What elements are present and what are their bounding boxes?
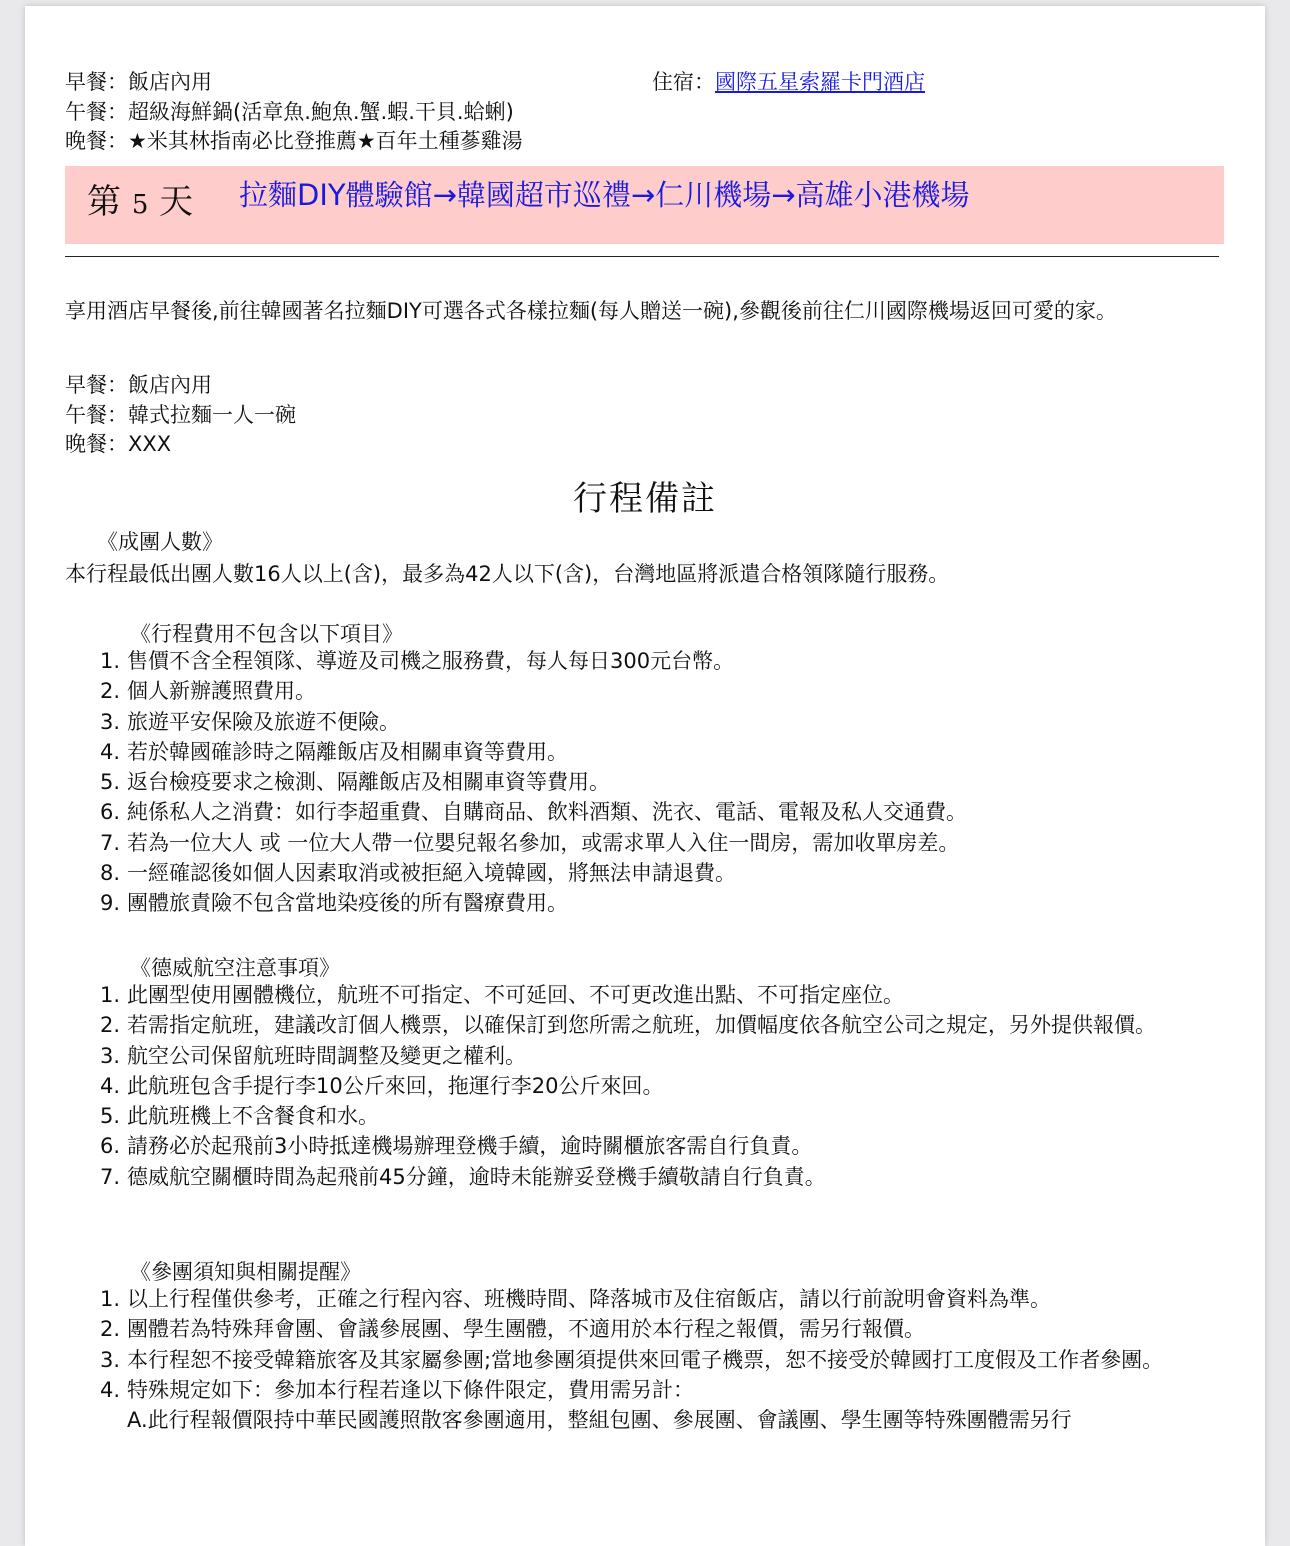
lodging-label: 住宿： bbox=[652, 70, 715, 94]
list-item bbox=[100, 1041, 1225, 1071]
item-number: 2. bbox=[100, 1013, 121, 1038]
list-item bbox=[100, 1314, 1225, 1344]
item-text: 個人新辦護照費用。 bbox=[127, 679, 316, 704]
item-text: 旅遊平安保險及旅遊不便險。 bbox=[127, 709, 400, 734]
day-lunch-line: 午餐：韓式拉麵一人一碗 bbox=[65, 402, 296, 427]
list-item bbox=[100, 646, 1225, 676]
day-breakfast-line: 早餐：飯店內用 bbox=[65, 373, 212, 397]
item-number: 4. bbox=[100, 1377, 121, 1402]
day-label-suffix: 天 bbox=[159, 182, 194, 222]
list-item bbox=[100, 767, 1225, 797]
day-description: 享用酒店早餐後,前往韓國著名拉麵DIY可選各式各樣拉麵(每人贈送一碗),參觀後前往仁川國際機場返回可愛的家。 bbox=[65, 299, 1117, 323]
notes-title: 行程備註 bbox=[573, 479, 717, 519]
group-size-text: 本行程最低出團人數16人以上(含)，最多為42人以下(含)，台灣地區將派遣合格領隊隨行服務。 bbox=[65, 562, 950, 586]
item-text: 一經確認後如個人因素取消或被拒絕入境韓國，將無法申請退費。 bbox=[127, 861, 736, 886]
exclusions-heading: 《行程費用不包含以下項目》 bbox=[130, 622, 403, 646]
lodging-line bbox=[652, 68, 925, 98]
breakfast-line: 早餐：飯店內用 bbox=[65, 70, 212, 94]
item-number: 9. bbox=[100, 891, 121, 916]
day-label-prefix: 第 bbox=[87, 182, 121, 222]
item-number: 1. bbox=[100, 649, 121, 673]
item-text: 若於韓國確診時之隔離飯店及相關車資等費用。 bbox=[127, 739, 568, 764]
item-number: 8. bbox=[100, 861, 121, 886]
item-number: 2. bbox=[100, 1317, 121, 1342]
item-text: 若為一位大人 或 一位大人帶一位嬰兒報名參加，或需求單人入住一間房，需加收單房差。 bbox=[127, 830, 960, 855]
item-text: 純係私人之消費：如行李超重費、自購商品、飲料酒類、洗衣、電話、電報及私人交通費。 bbox=[127, 800, 967, 825]
item-text: 售價不含全程領隊、導遊及司機之服務費，每人每日300元台幣。 bbox=[127, 649, 735, 673]
item-text: 若需指定航班，建議改訂個人機票，以確保訂到您所需之航班，加價幅度依各航空公司之規定，另外提供報價。 bbox=[127, 1013, 1156, 1038]
item-number: 4. bbox=[100, 739, 121, 764]
divider bbox=[65, 256, 1219, 257]
reminders-list bbox=[100, 1284, 1225, 1435]
lunch-line: 午餐：超級海鮮鍋(活章魚.鮑魚.蟹.蝦.干貝.蛤蜊) bbox=[65, 99, 514, 124]
group-size-heading: 《成團人數》 bbox=[97, 530, 223, 554]
airline-heading: 《德威航空注意事項》 bbox=[130, 956, 340, 980]
item-number: 2. bbox=[100, 679, 121, 704]
item-number: 6. bbox=[100, 1134, 121, 1159]
list-item bbox=[100, 858, 1225, 888]
item-text: 本行程恕不接受韓籍旅客及其家屬參團;當地參團須提供來回電子機票，恕不接受於韓國打工度假及工作者參團。 bbox=[127, 1347, 1164, 1372]
list-item bbox=[100, 1010, 1225, 1040]
airline-list bbox=[100, 980, 1225, 1192]
list-item bbox=[100, 888, 1225, 918]
item-number: 6. bbox=[100, 800, 121, 825]
item-number: 1. bbox=[100, 983, 121, 1007]
item-number: 3. bbox=[100, 1347, 121, 1372]
item-number: 7. bbox=[100, 1164, 121, 1189]
day-route: 拉麵DIY體驗館→韓國超市巡禮→仁川機場→高雄小港機場 bbox=[239, 178, 970, 212]
item-text: 團體旅責險不包含當地染疫後的所有醫療費用。 bbox=[127, 891, 568, 916]
dinner-line: 晚餐：★米其林指南必比登推薦★百年土種蔘雞湯 bbox=[65, 129, 523, 153]
day-meals bbox=[65, 371, 296, 460]
list-item bbox=[100, 1345, 1225, 1375]
item-text: 特殊規定如下：參加本行程若逢以下條件限定，費用需另計： bbox=[127, 1377, 694, 1402]
item-text: 團體若為特殊拜會團、會議參展團、學生團體，不適用於本行程之報價，需另行報價。 bbox=[127, 1317, 925, 1342]
item-number: 4. bbox=[100, 1073, 121, 1098]
item-number: 5. bbox=[100, 1104, 121, 1129]
list-item bbox=[100, 828, 1225, 858]
item-text: 返台檢疫要求之檢測、隔離飯店及相關車資等費用。 bbox=[127, 770, 610, 795]
item-text: 此航班機上不含餐食和水。 bbox=[127, 1104, 379, 1129]
document-page bbox=[25, 6, 1265, 1546]
day-banner bbox=[65, 166, 1224, 244]
list-item bbox=[100, 1162, 1225, 1192]
list-item bbox=[100, 737, 1225, 767]
top-meals bbox=[65, 68, 523, 157]
item-text: 航空公司保留航班時間調整及變更之權利。 bbox=[127, 1043, 526, 1068]
reminders-heading: 《參團須知與相關提醒》 bbox=[130, 1260, 361, 1284]
list-item bbox=[100, 1284, 1225, 1314]
list-item bbox=[100, 1375, 1225, 1436]
sub-item-a: A.此行程報價限持中華民國護照散客參團適用，整組包團、參展團、會議團、學生團等特殊團體需另行 bbox=[127, 1408, 1072, 1433]
exclusions-list bbox=[100, 646, 1225, 919]
list-item bbox=[100, 797, 1225, 827]
list-item bbox=[100, 1131, 1225, 1161]
item-text: 以上行程僅供參考，正確之行程內容、班機時間、降落城市及住宿飯店，請以行前說明會資料為準。 bbox=[127, 1287, 1051, 1311]
item-number: 3. bbox=[100, 709, 121, 734]
day-number: 5 bbox=[131, 190, 149, 220]
list-item bbox=[100, 707, 1225, 737]
list-item bbox=[100, 980, 1225, 1010]
item-text: 此團型使用團體機位，航班不可指定、不可延回、不可更改進出點、不可指定座位。 bbox=[127, 983, 904, 1007]
item-number: 1. bbox=[100, 1287, 121, 1311]
list-item bbox=[100, 1101, 1225, 1131]
item-number: 5. bbox=[100, 770, 121, 795]
list-item bbox=[100, 1071, 1225, 1101]
day-label bbox=[87, 174, 193, 223]
item-number: 3. bbox=[100, 1043, 121, 1068]
item-number: 7. bbox=[100, 830, 121, 855]
list-item bbox=[100, 676, 1225, 706]
item-text: 德威航空關櫃時間為起飛前45分鐘，逾時未能辦妥登機手續敬請自行負責。 bbox=[127, 1164, 826, 1189]
hotel-link[interactable]: 國際五星索羅卡門酒店 bbox=[715, 70, 925, 94]
item-text: 此航班包含手提行李10公斤來回，拖運行李20公斤來回。 bbox=[127, 1073, 664, 1098]
day-dinner-line: 晚餐：XXX bbox=[65, 432, 172, 456]
item-text: 請務必於起飛前3小時抵達機場辦理登機手續，逾時關櫃旅客需自行負責。 bbox=[127, 1134, 813, 1159]
